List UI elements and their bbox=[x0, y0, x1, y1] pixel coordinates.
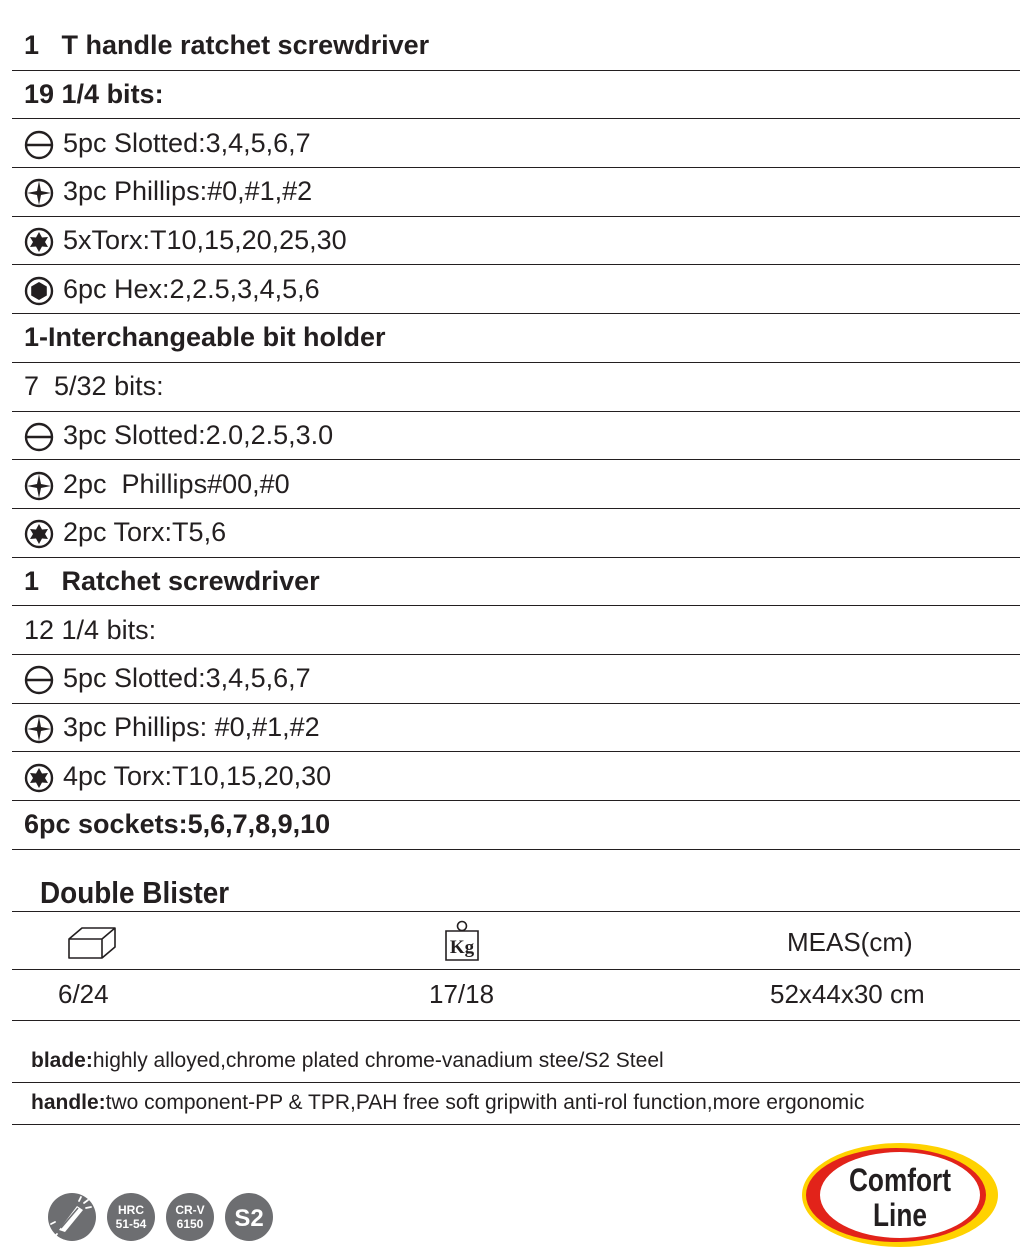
spec-row-text: 4pc Torx:T10,15,20,30 bbox=[63, 760, 332, 791]
phillips-icon bbox=[24, 178, 54, 208]
spec-row bbox=[12, 752, 1020, 801]
spec-row bbox=[12, 168, 1020, 217]
spec-row-text: 2pc Torx:T5,6 bbox=[63, 517, 227, 548]
spec-row-text: 2pc Phillips#00,#0 bbox=[63, 468, 290, 499]
spec-row bbox=[12, 412, 1020, 461]
hrc-badge-line2: 51-54 bbox=[115, 1217, 147, 1231]
slotted-icon bbox=[24, 130, 54, 160]
weight-value: 17/18 bbox=[429, 979, 495, 1009]
spec-row-text: 6pc Hex:2,2.5,3,4,5,6 bbox=[63, 273, 320, 304]
spec-row-text: 3pc Slotted:2.0,2.5,3.0 bbox=[63, 419, 334, 450]
s2-badge bbox=[224, 1192, 274, 1242]
torx-icon bbox=[24, 763, 54, 793]
torx-icon bbox=[24, 519, 54, 549]
spec-row bbox=[12, 119, 1020, 168]
spec-row bbox=[12, 363, 1020, 412]
hrc-badge bbox=[106, 1192, 156, 1242]
blade-note-rule bbox=[12, 1082, 1020, 1083]
spec-row-text: 1 T handle ratchet screwdriver bbox=[24, 30, 430, 61]
spec-row bbox=[12, 22, 1020, 71]
comfort-logo-line2: Line bbox=[873, 1198, 927, 1234]
blade-note-text: highly alloyed,chrome plated chrome-vanadium stee/S2 Steel bbox=[92, 1049, 664, 1072]
spec-row-text: 1-Interchangeable bit holder bbox=[24, 322, 386, 353]
s2-badge-label: S2 bbox=[234, 1205, 264, 1232]
packaging-title: Double Blister bbox=[40, 875, 230, 910]
torx-icon bbox=[24, 227, 54, 257]
carton-box-icon bbox=[66, 925, 118, 968]
spec-row-text: 3pc Phillips: #0,#1,#2 bbox=[63, 711, 320, 742]
spec-row-text: 19 1/4 bits: bbox=[24, 79, 164, 110]
handle-note-label: handle: bbox=[31, 1091, 106, 1114]
kg-weight-icon bbox=[442, 919, 482, 970]
kg-weight-label: Kg bbox=[449, 937, 475, 958]
spec-row bbox=[12, 71, 1020, 120]
spec-row bbox=[12, 460, 1020, 509]
packaging-bottom-rule bbox=[12, 1020, 1020, 1021]
handle-note-text: two component-PP & TPR,PAH free soft gripwith anti-rol function,more ergonomic bbox=[105, 1091, 865, 1114]
handle-note bbox=[31, 1091, 864, 1115]
spec-row bbox=[12, 217, 1020, 266]
spec-row-text: 1 Ratchet screwdriver bbox=[24, 565, 320, 596]
hex-icon bbox=[24, 276, 54, 306]
spec-list bbox=[12, 22, 1020, 850]
phillips-icon bbox=[24, 714, 54, 744]
comfort-logo-line1: Comfort bbox=[849, 1163, 951, 1199]
spec-row bbox=[12, 655, 1020, 704]
hrc-badge-line1: HRC bbox=[118, 1203, 144, 1217]
spec-row bbox=[12, 265, 1020, 314]
blade-note bbox=[31, 1049, 664, 1073]
spec-row bbox=[12, 314, 1020, 363]
spec-row-text: 5xTorx:T10,15,20,25,30 bbox=[63, 225, 347, 256]
blade-note-label: blade: bbox=[31, 1049, 93, 1072]
crv-badge-line2: 6150 bbox=[176, 1217, 204, 1231]
spec-row-text: 5pc Slotted:3,4,5,6,7 bbox=[63, 663, 311, 694]
packaging-mid-rule bbox=[12, 969, 1020, 970]
phillips-icon bbox=[24, 471, 54, 501]
spec-row bbox=[12, 704, 1020, 753]
spec-row-text: 3pc Phillips:#0,#1,#2 bbox=[63, 176, 313, 207]
spec-row bbox=[12, 558, 1020, 607]
quantity-value: 6/24 bbox=[58, 979, 109, 1009]
spec-row-text: 12 1/4 bits: bbox=[24, 614, 157, 645]
handle-note-rule bbox=[12, 1124, 1020, 1125]
spec-row-text: 7 5/32 bits: bbox=[24, 371, 164, 402]
meas-value: 52x44x30 cm bbox=[770, 979, 925, 1009]
slotted-icon bbox=[24, 665, 54, 695]
spec-row bbox=[12, 606, 1020, 655]
forged-icon bbox=[47, 1192, 97, 1242]
spec-row bbox=[12, 801, 1020, 850]
slotted-icon bbox=[24, 422, 54, 452]
packaging-top-rule bbox=[12, 911, 1020, 912]
spec-row-text: 6pc sockets:5,6,7,8,9,10 bbox=[24, 809, 331, 840]
crv-badge-line1: CR-V bbox=[175, 1203, 205, 1217]
crv-badge bbox=[165, 1192, 215, 1242]
meas-header: MEAS(cm) bbox=[787, 927, 913, 957]
spec-row bbox=[12, 509, 1020, 558]
spec-row-text: 5pc Slotted:3,4,5,6,7 bbox=[63, 127, 311, 158]
comfort-line-logo bbox=[800, 1141, 1000, 1249]
